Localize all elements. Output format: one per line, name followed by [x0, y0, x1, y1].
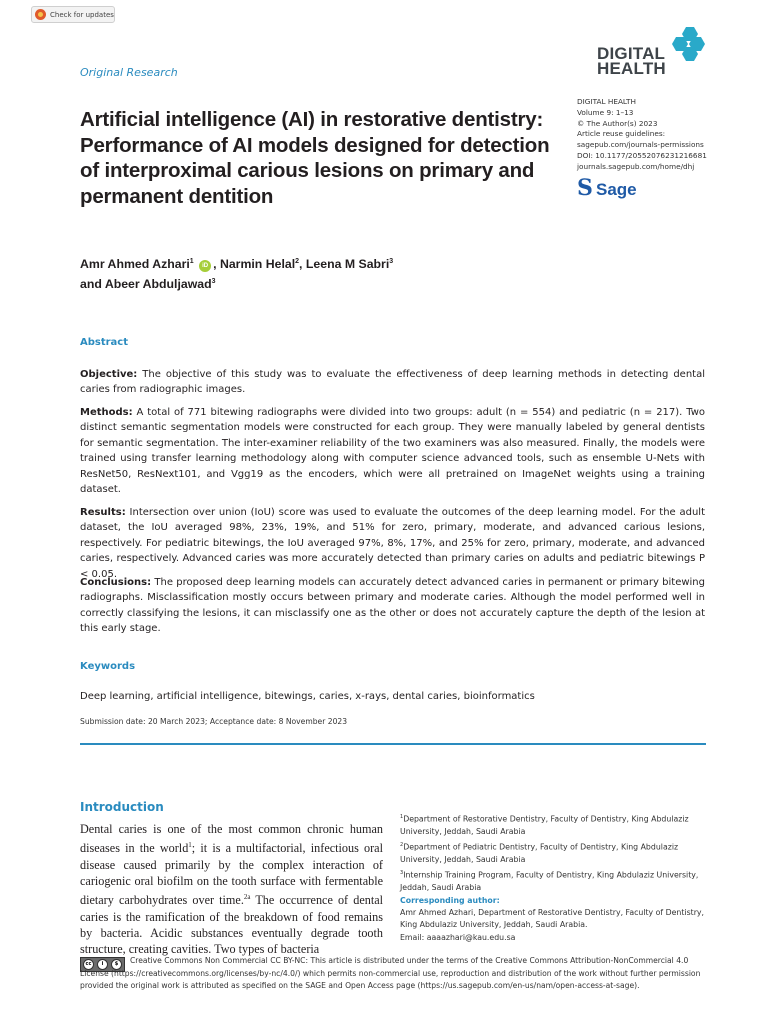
affiliation-text: Department of Restorative Dentistry, Faculty of Dentistry, King Abdulaziz University, Jeddah, Saudi Arabia — [400, 814, 689, 836]
affiliation-number: 2 — [400, 842, 404, 848]
meta-copyright: © The Author(s) 2023 — [577, 118, 658, 128]
author-name: Narmin Helal — [219, 257, 296, 272]
orcid-icon[interactable]: iD — [199, 260, 211, 272]
by-icon: i — [97, 959, 108, 970]
logo-line-1: DIGITAL — [597, 44, 666, 63]
meta-permissions-link[interactable]: sagepub.com/journals-permissions — [577, 140, 704, 150]
logo-line-2: HEALTH — [597, 59, 666, 78]
publisher-name: Sage — [596, 180, 637, 199]
affiliation-number: 1 — [400, 814, 404, 820]
corresponding-author-text: Amr Ahmed Azhari, Department of Restorative Dentistry, Faculty of Dentistry, King Abdulaziz University, Jeddah, Saudi Arabia. — [400, 908, 705, 930]
corresponding-author-heading: Corresponding author: — [400, 896, 500, 905]
conclusions-text: The proposed deep learning models can accurately detect advanced caries in permanent or primary bitewing radiographs. Misclassification mostly occurs between primary and moderate caries. Although the model performed well in correctly classifying the lesions, it can misclassify one as the other or does not accurately capture the depth of the lesion at this early stage. — [80, 577, 705, 635]
intro-part-3: The occurrence of dental caries is the ramification of the breakdown of food remains by bacteria. Acidic substances eventually degrade tooth structure, creating cavities. Two types of bacteria — [80, 893, 383, 957]
introduction-text — [80, 821, 383, 958]
keywords-text: Deep learning, artificial intelligence, bitewings, caries, x-rays, dental caries, bioinformatics — [80, 691, 535, 702]
corresponding-author-email[interactable]: Email: aaaazhari@kau.edu.sa — [400, 932, 516, 942]
cc-icon: cc — [83, 959, 94, 970]
objective-text: The objective of this study was to evaluate the effectiveness of deep learning methods in detecting dental caries from radiographic images. — [80, 369, 705, 396]
citation-ref[interactable]: 1 — [188, 841, 192, 850]
affiliation-item — [400, 839, 710, 866]
journal-logo — [597, 46, 666, 76]
author-and: and — [80, 277, 105, 292]
check-for-updates-label: Check for updates — [50, 11, 114, 19]
sage-s-icon: S — [577, 175, 593, 201]
methods-label: Methods: — [80, 407, 133, 418]
article-meta — [577, 97, 707, 173]
author-list — [80, 253, 480, 293]
meta-reuse: Article reuse guidelines: — [577, 129, 666, 139]
author-separator: , — [299, 257, 306, 272]
results-text: Intersection over union (IoU) score was used to evaluate the outcomes of the deep learning model. For the adult dataset, the IoU averaged 98%, 23%, 19%, and 51% for zero, primary, moderate, and advanced carious lesions, respectively. For pediatric bitewings, the IoU averaged 97%, 8%, 17%, and 25% for zero, primary, moderate, and advanced caries, respectively. Advanced caries was more accurately detected than primary caries on adults and pediatric bitewings P < 0.05. — [80, 507, 706, 580]
check-for-updates-button[interactable] — [31, 6, 115, 23]
abstract-methods — [80, 405, 705, 497]
affiliation-text: Internship Training Program, Faculty of Dentistry, King Abdulaziz University, Jeddah, Saudi Arabia — [400, 870, 699, 892]
conclusions-label: Conclusions: — [80, 577, 152, 588]
author-affiliation: 3 — [389, 258, 394, 265]
affiliations — [400, 811, 710, 944]
affiliation-item — [400, 867, 710, 894]
intro-part-1: Dental caries is one of the most common chronic human diseases in the world — [80, 822, 383, 856]
meta-volume: Volume 9: 1–13 — [577, 107, 634, 117]
nc-icon: $ — [111, 959, 122, 970]
abstract-objective — [80, 367, 705, 398]
affiliation-number: 3 — [400, 870, 404, 876]
author-affiliation: 2 — [295, 258, 300, 265]
crossmark-icon — [35, 9, 46, 20]
intro-part-2: ; it is a multifactorial, infectious oral disease caused primarily by the complex interaction of cariogenic oral biofilm on the tooth surface with fermentable dietary carbohydrates over time. — [80, 841, 383, 908]
abstract-conclusions — [80, 575, 705, 637]
abstract-results — [80, 505, 705, 582]
author-name: Leena M Sabri — [305, 257, 390, 272]
meta-journal-link[interactable]: journals.sagepub.com/home/dhj — [577, 161, 695, 171]
methods-text: A total of 771 bitewing radiographs were divided into two groups: adult (n = 554) and pediatric (n = 217). Two distinct semantic segmentation models were constructed for each group. They were manually labeled by general dentists for semantic segmentation. The inter-examiner reliability of the two examiners was also measured. Finally, the models were trained using transfer learning methodology along with computer science advanced tools, such as ensemble U-Nets with ResNet50, ResNext101, and Vgg19 as the encoders, which were all pretrained on ImageNet weights using a training dataset. — [80, 407, 705, 496]
author-name: Abeer Abduljawad — [104, 277, 212, 292]
author-separator: , — [213, 257, 220, 272]
submission-dates: Submission date: 20 March 2023; Acceptance date: 8 November 2023 — [80, 717, 348, 726]
author-affiliation: 1 — [189, 258, 194, 265]
citation-ref[interactable]: 2a — [243, 893, 251, 902]
objective-label: Objective: — [80, 369, 138, 380]
section-divider — [80, 743, 706, 745]
article-title: Artificial intelligence (AI) in restorative dentistry: Performance of AI models designed for detection of interproximal carious lesions on primary and permanent dentition — [80, 108, 550, 208]
meta-doi[interactable]: DOI: 10.1177/20552076231216681 — [577, 150, 707, 160]
section-label: Original Research — [80, 66, 178, 79]
author-affiliation: 3 — [211, 278, 216, 286]
introduction-heading: Introduction — [80, 800, 164, 814]
affiliation-text: Department of Pediatric Dentistry, Faculty of Dentistry, King Abdulaziz University, Jeddah, Saudi Arabia — [400, 842, 679, 864]
hexagon-logo-icon — [666, 26, 706, 62]
license-text: Creative Commons Non Commercial CC BY-NC: This article is distributed under the terms of the Creative Commons Attribution-NonCommercial 4.0 License (https://creativecommons.org/licenses/by-nc/4.0/) which permits non-commercial use, reproduction and distribution of the work without further permission provided the original work is attributed as specified on the SAGE and Open Access page (https://us.sagepub.com/en-us/nam/open-access-at-sage). — [80, 956, 701, 991]
keywords-heading: Keywords — [80, 661, 136, 672]
results-label: Results: — [80, 507, 126, 518]
abstract-heading: Abstract — [80, 337, 129, 348]
author-name: Amr Ahmed Azhari — [80, 257, 190, 272]
affiliation-item — [400, 811, 710, 838]
meta-journal: DIGITAL HEALTH — [577, 97, 636, 106]
